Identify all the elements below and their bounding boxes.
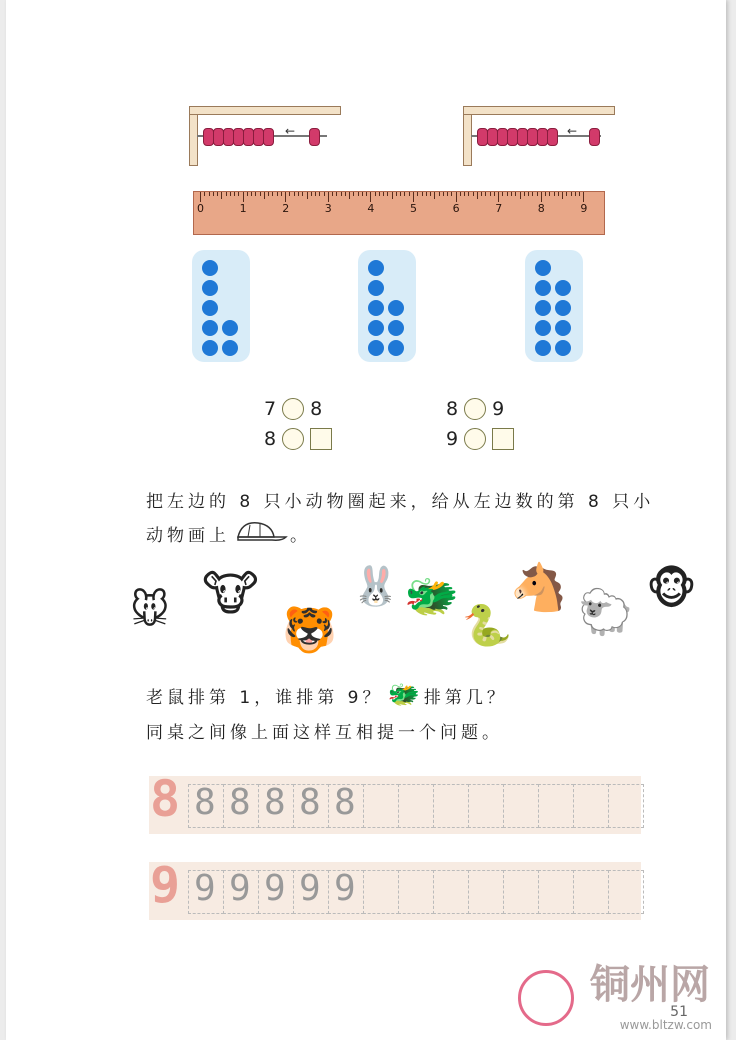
dot <box>388 320 404 336</box>
writing-cell[interactable] <box>433 870 469 914</box>
ruler-tick <box>213 192 214 196</box>
dot-box-7 <box>192 250 250 362</box>
compare-item <box>264 428 332 450</box>
watermark-seal-icon <box>518 970 574 1026</box>
ruler-tick <box>230 192 231 196</box>
question-line-1 <box>146 680 508 710</box>
ruler-tick <box>281 192 282 196</box>
dot <box>535 260 551 276</box>
dot <box>555 300 571 316</box>
dot <box>555 280 571 296</box>
ruler-tick <box>477 192 478 199</box>
ruler-tick <box>234 192 235 196</box>
writing-cell[interactable] <box>608 870 644 914</box>
ruler-tick <box>524 192 525 196</box>
dot <box>222 340 238 356</box>
answer-circle[interactable] <box>464 398 486 420</box>
ruler-tick <box>430 192 431 196</box>
answer-circle[interactable] <box>464 428 486 450</box>
snake-icon[interactable]: 🐍 <box>462 603 512 649</box>
ruler-tick <box>379 192 380 196</box>
ruler-tick <box>298 192 299 196</box>
trace-digit: 9 <box>229 868 251 909</box>
dot <box>202 300 218 316</box>
dot <box>535 300 551 316</box>
writing-cell[interactable] <box>503 784 539 828</box>
ruler-tick <box>341 192 342 196</box>
watermark-url: www.bltzw.com <box>619 1018 712 1032</box>
ruler-tick <box>511 192 512 196</box>
abacus-frame <box>189 106 341 115</box>
ruler-tick <box>336 192 337 196</box>
dot <box>222 320 238 336</box>
ruler-tick <box>243 192 244 202</box>
ruler-tick <box>285 192 286 202</box>
dot <box>368 280 384 296</box>
ruler-tick <box>473 192 474 196</box>
ruler-tick <box>392 192 393 199</box>
ruler-tick <box>294 192 295 196</box>
compare-left-number: 8 <box>264 428 277 450</box>
writing-cell[interactable] <box>398 784 434 828</box>
answer-circle[interactable] <box>282 398 304 420</box>
answer-box[interactable] <box>310 428 332 450</box>
dot <box>535 340 551 356</box>
instruction-line-2 <box>146 519 311 547</box>
writing-cell[interactable] <box>363 784 399 828</box>
dot <box>202 320 218 336</box>
ruler-tick <box>460 192 461 196</box>
ruler <box>193 191 605 235</box>
ruler-tick <box>468 192 469 196</box>
ruler-tick <box>383 192 384 196</box>
ruler-label: 5 <box>410 202 417 215</box>
dot <box>368 340 384 356</box>
ruler-tick <box>400 192 401 196</box>
compare-left-number: 9 <box>446 428 459 450</box>
writing-cell[interactable] <box>538 870 574 914</box>
trace-digit: 8 <box>194 782 216 823</box>
ruler-tick <box>255 192 256 196</box>
dragon-icon[interactable]: 🐲 <box>404 571 459 622</box>
ruler-tick <box>520 192 521 199</box>
ruler-tick <box>238 192 239 196</box>
ruler-tick <box>541 192 542 202</box>
sheep-icon[interactable]: 🐑 <box>578 587 633 638</box>
ruler-tick <box>413 192 414 202</box>
ruler-tick <box>332 192 333 196</box>
rabbit-icon[interactable]: 🐰 <box>352 564 400 608</box>
dot <box>555 340 571 356</box>
writing-cell[interactable] <box>573 870 609 914</box>
ruler-tick <box>447 192 448 196</box>
ruler-label: 4 <box>367 202 375 215</box>
mouse-icon[interactable]: 🐭 <box>130 588 170 632</box>
compare-item <box>446 398 504 420</box>
writing-cell[interactable] <box>363 870 399 914</box>
ruler-tick <box>558 192 559 196</box>
writing-cell[interactable] <box>503 870 539 914</box>
dot <box>368 320 384 336</box>
model-digit-8: 8 <box>150 770 181 828</box>
dot <box>555 320 571 336</box>
ruler-tick <box>366 192 367 196</box>
ruler-label: 0 <box>197 202 204 215</box>
question-line-1-a: 老鼠排第 1，谁排第 9？ <box>146 687 384 708</box>
watermark-title: 铜州网 <box>590 961 710 1008</box>
compare-right-number: 9 <box>492 398 505 420</box>
ruler-tick <box>494 192 495 196</box>
ruler-tick <box>396 192 397 196</box>
ruler-tick <box>315 192 316 196</box>
dot <box>535 320 551 336</box>
question-line-2: 同桌之间像上面这样互相提一个问题。 <box>146 723 503 743</box>
ruler-tick <box>417 192 418 196</box>
ruler-tick <box>426 192 427 196</box>
abacus-left <box>189 106 339 166</box>
ruler-tick <box>200 192 201 202</box>
ruler-tick <box>264 192 265 199</box>
ruler-tick <box>562 192 563 199</box>
dot-box-9 <box>525 250 583 362</box>
ruler-tick <box>451 192 452 196</box>
ruler-label: 9 <box>580 202 588 215</box>
compare-item <box>264 398 322 420</box>
ruler-tick <box>217 192 218 196</box>
ruler-label: 1 <box>239 202 247 215</box>
trace-digit: 8 <box>334 782 356 823</box>
writing-cell[interactable] <box>608 784 644 828</box>
ruler-tick <box>226 192 227 196</box>
ruler-tick <box>490 192 491 196</box>
abacus-bead <box>547 128 558 146</box>
ruler-tick <box>422 192 423 196</box>
dot <box>368 260 384 276</box>
dot <box>388 340 404 356</box>
abacus-bead <box>589 128 600 146</box>
compare-right-number: 8 <box>310 398 323 420</box>
abacus-bead <box>309 128 320 146</box>
ruler-tick <box>434 192 435 199</box>
ruler-tick <box>443 192 444 196</box>
ruler-tick <box>566 192 567 196</box>
ruler-label: 3 <box>324 202 332 215</box>
ruler-tick <box>349 192 350 199</box>
ruler-tick <box>311 192 312 196</box>
ruler-tick <box>277 192 278 196</box>
trace-digit: 9 <box>299 868 321 909</box>
ruler-tick <box>485 192 486 196</box>
ruler-tick <box>247 192 248 196</box>
ruler-tick <box>404 192 405 196</box>
dragon-icon: 🐲 <box>387 680 420 710</box>
trace-digit: 9 <box>334 868 356 909</box>
compare-left-number: 7 <box>264 398 277 420</box>
dot <box>535 280 551 296</box>
ruler-tick <box>362 192 363 196</box>
dot <box>202 260 218 276</box>
ruler-tick <box>571 192 572 196</box>
ruler-tick <box>375 192 376 196</box>
compare-left-number: 8 <box>446 398 459 420</box>
ruler-tick <box>358 192 359 196</box>
ruler-tick <box>204 192 205 196</box>
trace-digit: 9 <box>194 868 216 909</box>
ruler-tick <box>370 192 371 202</box>
ruler-tick <box>481 192 482 196</box>
ruler-tick <box>272 192 273 196</box>
ruler-tick <box>537 192 538 196</box>
ruler-label: 2 <box>282 202 290 215</box>
instruction-line-2-text: 动物画上 <box>146 525 230 546</box>
compare-item <box>446 428 514 450</box>
ox-icon[interactable]: 🐮 <box>202 566 259 622</box>
writing-cell[interactable] <box>468 870 504 914</box>
writing-cell[interactable] <box>433 784 469 828</box>
trace-digit: 9 <box>264 868 286 909</box>
writing-cell[interactable] <box>398 870 434 914</box>
writing-cell[interactable] <box>468 784 504 828</box>
tiger-icon[interactable]: 🐯 <box>282 605 337 656</box>
ruler-tick <box>456 192 457 202</box>
ruler-tick <box>328 192 329 202</box>
ruler-tick <box>532 192 533 196</box>
ruler-label: 7 <box>495 202 503 215</box>
ruler-tick <box>268 192 269 196</box>
writing-grid-9 <box>188 870 648 914</box>
ruler-label: 6 <box>452 202 460 215</box>
ruler-tick <box>464 192 465 196</box>
ruler-tick <box>583 192 584 202</box>
ruler-tick <box>345 192 346 196</box>
model-digit-9: 9 <box>150 856 181 914</box>
ruler-tick <box>528 192 529 196</box>
abacus-frame <box>463 106 615 115</box>
ruler-tick <box>209 192 210 196</box>
ruler-tick <box>515 192 516 196</box>
dot <box>202 280 218 296</box>
monkey-icon[interactable]: 🐵 <box>646 564 697 615</box>
question-line-1-b: 排第几？ <box>423 687 508 708</box>
writing-cell[interactable] <box>538 784 574 828</box>
ruler-tick <box>409 192 410 196</box>
trace-digit: 8 <box>229 782 251 823</box>
ruler-tick <box>251 192 252 196</box>
animal-row <box>122 560 702 670</box>
trace-digit: 8 <box>264 782 286 823</box>
instruction-line-2-end: 。 <box>290 525 311 546</box>
horse-icon[interactable]: 🐴 <box>510 560 568 614</box>
abacus-right <box>463 106 613 166</box>
writing-cell[interactable] <box>573 784 609 828</box>
ruler-tick <box>307 192 308 199</box>
page-number: 51 <box>670 1004 688 1020</box>
writing-grid-8 <box>188 784 648 828</box>
dot <box>202 340 218 356</box>
left-arrow-icon: ← <box>567 124 578 138</box>
ruler-tick <box>498 192 499 202</box>
ruler-tick <box>575 192 576 196</box>
answer-circle[interactable] <box>282 428 304 450</box>
ruler-tick <box>439 192 440 196</box>
ruler-tick <box>502 192 503 196</box>
ruler-tick <box>319 192 320 196</box>
ruler-tick <box>353 192 354 196</box>
ruler-tick <box>387 192 388 196</box>
ruler-tick <box>221 192 222 199</box>
ruler-label: 8 <box>537 202 545 215</box>
textbook-page <box>6 0 726 1040</box>
abacus-bead <box>263 128 274 146</box>
ruler-tick <box>289 192 290 196</box>
ruler-tick <box>545 192 546 196</box>
dot <box>388 300 404 316</box>
dot-box-8 <box>358 250 416 362</box>
ruler-tick <box>507 192 508 196</box>
ruler-tick <box>554 192 555 196</box>
ruler-tick <box>260 192 261 196</box>
trace-digit: 8 <box>299 782 321 823</box>
ruler-tick <box>302 192 303 196</box>
left-arrow-icon: ← <box>285 124 296 138</box>
ruler-tick <box>549 192 550 196</box>
ruler-tick <box>324 192 325 196</box>
cap-icon <box>232 519 288 547</box>
answer-box[interactable] <box>492 428 514 450</box>
dot <box>368 300 384 316</box>
ruler-tick <box>579 192 580 196</box>
instruction-line-1: 把左边的 8 只小动物圈起来，给从左边数的第 8 只小 <box>146 492 655 512</box>
